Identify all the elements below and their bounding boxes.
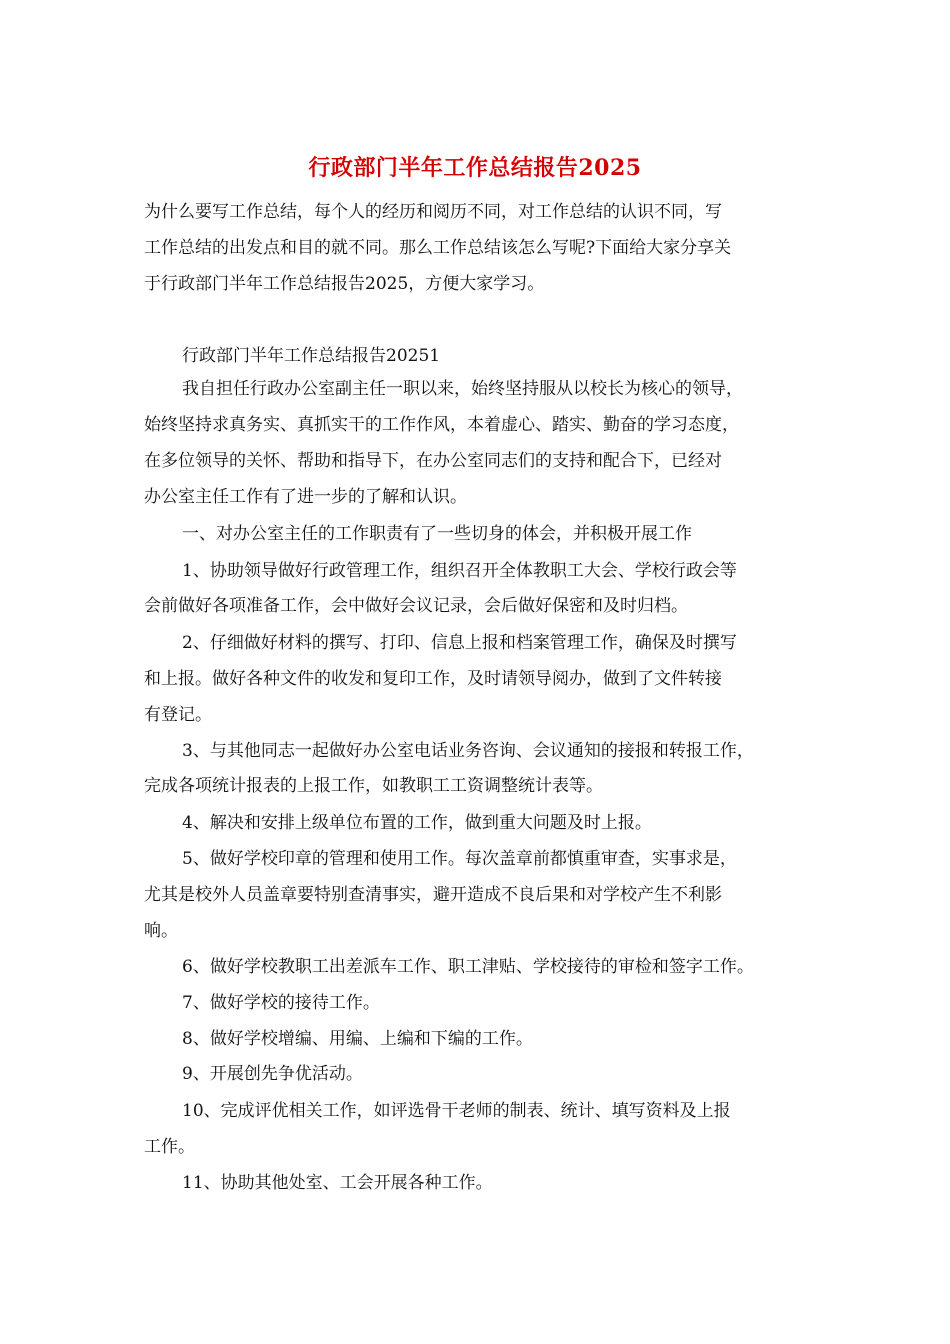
list-item-line: 工作。: [144, 1137, 195, 1157]
paragraph-line: 在多位领导的关怀、帮助和指导下，在办公室同志们的支持和配合下，已经对: [144, 451, 722, 471]
list-item-line: 3、与其他同志一起做好办公室电话业务咨询、会议通知的接报和转报工作，: [182, 741, 754, 761]
paragraph-line: 始终坚持求真务实、真抓实干的工作作风，本着虚心、踏实、勤奋的学习态度，: [144, 415, 739, 435]
section-heading: 行政部门半年工作总结报告20251: [182, 346, 441, 366]
list-item-line: 10、完成评优相关工作，如评选骨干老师的制表、统计、填写资料及上报: [182, 1101, 731, 1121]
paragraph-line: 办公室主任工作有了进一步的了解和认识。: [144, 487, 467, 507]
list-item-line: 11、协助其他处室、工会开展各种工作。: [182, 1173, 493, 1193]
list-item-line: 完成各项统计报表的上报工作，如教职工工资调整统计表等。: [144, 776, 603, 796]
list-item-line: 尤其是校外人员盖章要特别查清事实，避开造成不良后果和对学校产生不利影: [144, 885, 722, 905]
list-item-line: 2、仔细做好材料的撰写、打印、信息上报和档案管理工作，确保及时撰写: [182, 633, 737, 653]
list-item-line: 有登记。: [144, 705, 212, 725]
list-item-line: 响。: [144, 921, 178, 941]
paragraph-line: 我自担任行政办公室副主任一职以来，始终坚持服从以校长为核心的领导，: [182, 379, 743, 399]
intro-line: 为什么要写工作总结，每个人的经历和阅历不同，对工作总结的认识不同，写: [144, 202, 722, 222]
list-item-line: 7、做好学校的接待工作。: [182, 993, 380, 1013]
subheading-line: 一、对办公室主任的工作职责有了一些切身的体会，并积极开展工作: [182, 524, 692, 544]
intro-line: 于行政部门半年工作总结报告2025，方便大家学习。: [144, 274, 545, 294]
document-title: 行政部门半年工作总结报告2025: [308, 155, 642, 181]
list-item-line: 5、做好学校印章的管理和使用工作。每次盖章前都慎重审查，实事求是，: [182, 849, 737, 869]
intro-line: 工作总结的出发点和目的就不同。那么工作总结该怎么写呢?下面给大家分享关: [144, 238, 732, 258]
list-item-line: 9、开展创先争优活动。: [182, 1064, 363, 1084]
list-item-line: 和上报。做好各种文件的收发和复印工作，及时请领导阅办，做到了文件转接: [144, 669, 722, 689]
list-item-line: 4、解决和安排上级单位布置的工作，做到重大问题及时上报。: [182, 813, 652, 833]
list-item-line: 8、做好学校增编、用编、上编和下编的工作。: [182, 1029, 533, 1049]
list-item-line: 会前做好各项准备工作，会中做好会议记录，会后做好保密和及时归档。: [144, 596, 688, 616]
list-item-line: 6、做好学校教职工出差派车工作、职工津贴、学校接待的审检和签字工作。: [182, 957, 754, 977]
list-item-line: 1、协助领导做好行政管理工作，组织召开全体教职工大会、学校行政会等: [182, 561, 737, 581]
